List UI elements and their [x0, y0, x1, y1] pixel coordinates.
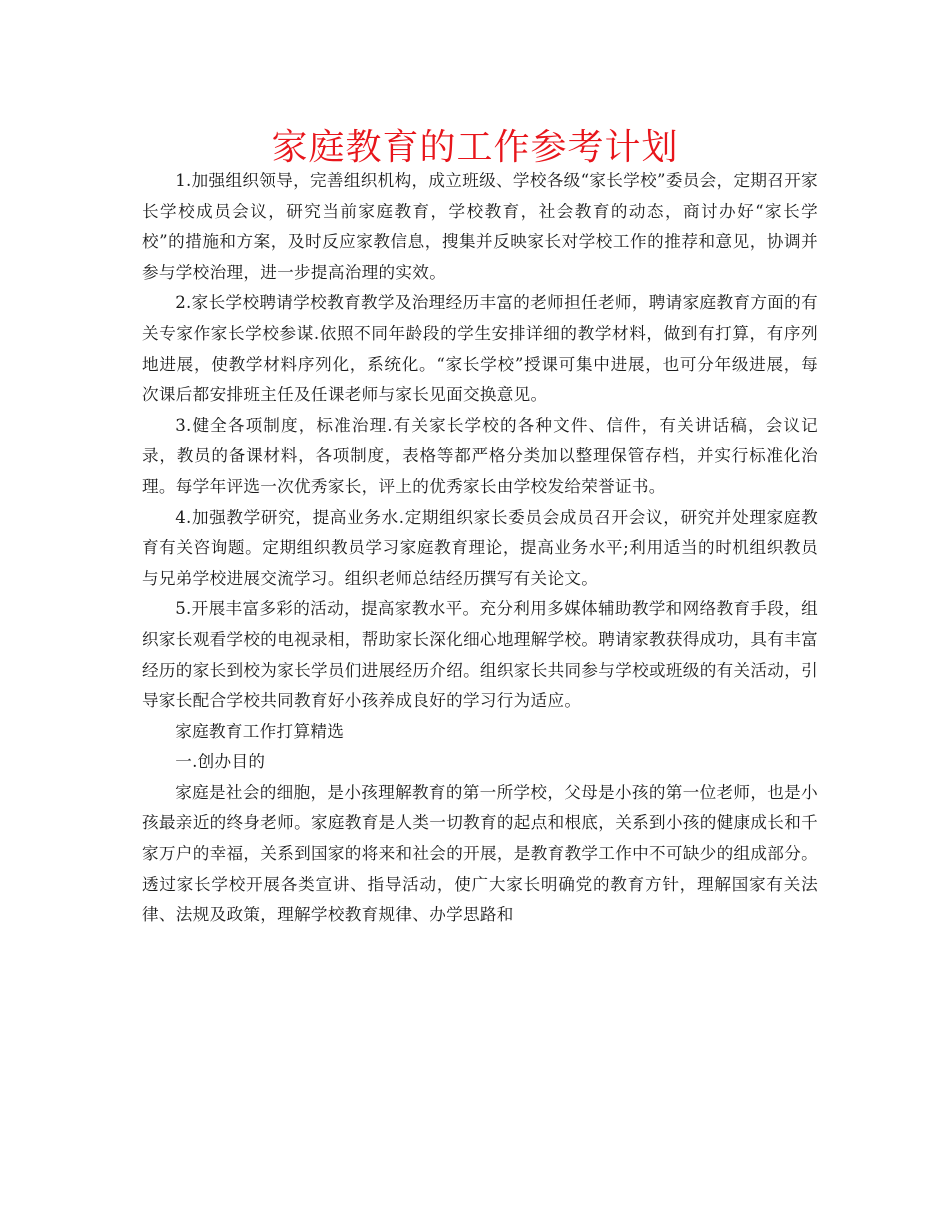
paragraph-1: 1.加强组织领导，完善组织机构，成立班级、学校各级“家长学校”委员会，定期召开家长学校成员会议，研究当前家庭教育，学校教育，社会教育的动态，商讨办好“家长学校”的措施和方案，及时反应家教信息，搜集并反映家长对学校工作的推荐和意见，协调并参与学校治理，进一步提高治理的实效。: [142, 171, 818, 282]
paragraph-6: 家庭是社会的细胞，是小孩理解教育的第一所学校，父母是小孩的第一位老师，也是小孩最亲近的终身老师。家庭教育是人类一切教育的起点和根底，关系到小孩的健康成长和千家万户的幸福，关系到国家的将来和社会的开展，是教育教学工作中不可缺少的组成部分。透过家长学校开展各类宣讲、指导活动，使广大家长明确党的教育方针，理解国家有关法律、法规及政策，理解学校教育规律、办学思路和: [142, 782, 818, 925]
subsection-heading: 一.创办目的: [175, 752, 266, 772]
paragraph-2: 2.家长学校聘请学校教育教学及治理经历丰富的老师担任老师，聘请家庭教育方面的有关专家作家长学校参谋.依照不同年龄段的学生安排详细的教学材料，做到有打算，有序列地进展，使教学材料序列化，系统化。“家长学校”授课可集中进展，也可分年级进展，每次课后都安排班主任及任课老师与家长见面交换意见。: [142, 293, 818, 405]
paragraph-5: 5.开展丰富多彩的活动，提高家教水平。充分利用多媒体辅助教学和网络教育手段，组织家长观看学校的电视录相，帮助家长深化细心地理解学校。聘请家教获得成功，具有丰富经历的家长到校为家长学员们进展经历介绍。组织家长共同参与学校或班级的有关活动，引导家长配合学校共同教育好小孩养成良好的学习行为适应。: [142, 599, 818, 711]
paragraph-4: 4.加强教学研究，提高业务水.定期组织家长委员会成员召开会议，研究并处理家庭教育有关咨询题。定期组织教员学习家庭教育理论，提高业务水平;利用适当的时机组织教员与兄弟学校进展交流学习。组织老师总结经历撰写有关论文。: [142, 507, 818, 588]
document-body: [142, 166, 818, 931]
paragraph-3: 3.健全各项制度，标准治理.有关家长学校的各种文件、信件，有关讲话稿，会议记录，教员的备课材料，各项制度，表格等都严格分类加以整理保管存档，并实行标准化治理。每学年评选一次优秀家长，评上的优秀家长由学校发给荣誉证书。: [142, 415, 818, 496]
document-title: 家庭教育的工作参考计划: [271, 127, 679, 168]
section-heading: 家庭教育工作打算精选: [175, 721, 345, 741]
